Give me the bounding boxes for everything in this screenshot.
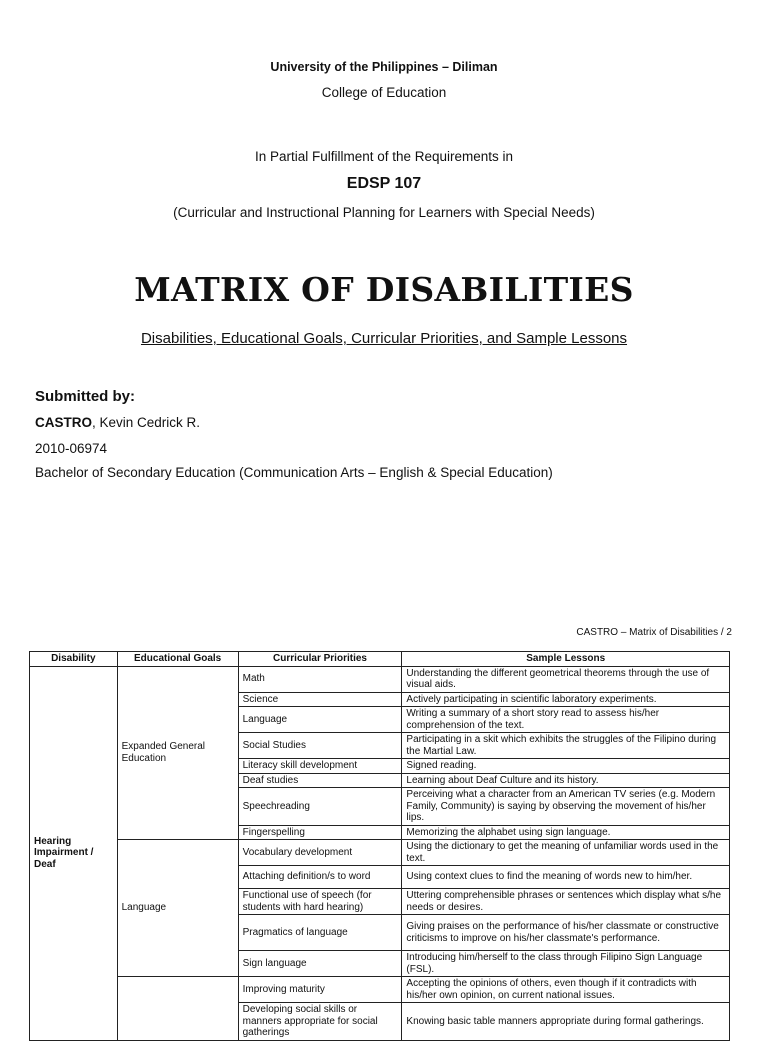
table-row [30, 977, 730, 1003]
curricular-priority-cell: Speechreading [238, 788, 402, 826]
author-name [35, 415, 200, 430]
curricular-priority-cell: Deaf studies [238, 773, 402, 788]
curricular-priority-cell: Social Studies [238, 733, 402, 759]
page-header: CASTRO – Matrix of Disabilities / 2 [576, 627, 732, 638]
column-header: Curricular Priorities [238, 652, 402, 667]
table-row [30, 666, 730, 692]
table-row [30, 840, 730, 866]
sample-lesson-cell: Signed reading. [402, 759, 730, 774]
curricular-priority-cell: Vocabulary development [238, 840, 402, 866]
curricular-priority-cell: Language [238, 707, 402, 733]
curricular-priority-cell: Literacy skill development [238, 759, 402, 774]
sample-lesson-cell: Knowing basic table manners appropriate during formal gatherings. [402, 1003, 730, 1041]
educational-goal-cell: Language [117, 840, 238, 977]
author-first-name: , Kevin Cedrick R. [92, 415, 201, 430]
sample-lesson-cell: Uttering comprehensible phrases or sentences which display what s/he needs or desires. [402, 889, 730, 915]
sample-lesson-cell: Accepting the opinions of others, even though if it contradicts with his/her own opinion, on current national issues. [402, 977, 730, 1003]
disability-cell: Hearing Impairment / Deaf [30, 666, 118, 1040]
document-subtitle: Disabilities, Educational Goals, Curricular Priorities, and Sample Lessons [140, 330, 628, 347]
author-last-name: CASTRO [35, 415, 92, 430]
sample-lesson-cell: Using context clues to find the meaning of words new to him/her. [402, 866, 730, 889]
college-name: College of Education [321, 85, 447, 100]
curricular-priority-cell: Functional use of speech (for students with hard hearing) [238, 889, 402, 915]
column-header: Sample Lessons [402, 652, 730, 667]
curricular-priority-cell: Pragmatics of language [238, 915, 402, 951]
fulfillment-text: In Partial Fulfillment of the Requirements in [254, 149, 514, 164]
column-header: Educational Goals [117, 652, 238, 667]
sample-lesson-cell: Perceiving what a character from an American TV series (e.g. Modern Family, Community) is saying by observing the movement of his/her lips. [402, 788, 730, 826]
curricular-priority-cell: Improving maturity [238, 977, 402, 1003]
sample-lesson-cell: Memorizing the alphabet using sign language. [402, 825, 730, 840]
curricular-priority-cell: Science [238, 692, 402, 707]
university-name: University of the Philippines – Diliman [270, 60, 498, 74]
matrix-table [29, 651, 730, 1041]
sample-lesson-cell: Participating in a skit which exhibits the struggles of the Filipino during the Martial Law. [402, 733, 730, 759]
sample-lesson-cell: Understanding the different geometrical theorems through the use of visual aids. [402, 666, 730, 692]
curricular-priority-cell: Sign language [238, 951, 402, 977]
table-header-row [30, 652, 730, 667]
course-code: EDSP 107 [346, 175, 422, 192]
sample-lesson-cell: Writing a summary of a short story read to assess his/her comprehension of the text. [402, 707, 730, 733]
curricular-priority-cell: Fingerspelling [238, 825, 402, 840]
sample-lesson-cell: Using the dictionary to get the meaning of unfamiliar words used in the text. [402, 840, 730, 866]
table-body [30, 666, 730, 1040]
sample-lesson-cell: Actively participating in scientific laboratory experiments. [402, 692, 730, 707]
course-title: (Curricular and Instructional Planning for Learners with Special Needs) [173, 205, 595, 220]
sample-lesson-cell: Giving praises on the performance of his/her classmate or constructive criticisms to improve on his/her classmate's performance. [402, 915, 730, 951]
document-title: MATRIX OF DISABILITIES [134, 270, 634, 309]
curricular-priority-cell: Math [238, 666, 402, 692]
student-number: 2010-06974 [35, 441, 108, 456]
curricular-priority-cell: Developing social skills or manners appropriate for social gatherings [238, 1003, 402, 1041]
sample-lesson-cell: Learning about Deaf Culture and its history. [402, 773, 730, 788]
educational-goal-cell: Expanded General Education [117, 666, 238, 840]
curricular-priority-cell: Attaching definition/s to word [238, 866, 402, 889]
disability-matrix [29, 651, 730, 1041]
submitted-label: Submitted by: [35, 388, 135, 405]
educational-goal-cell [117, 977, 238, 1041]
sample-lesson-cell: Introducing him/herself to the class through Filipino Sign Language (FSL). [402, 951, 730, 977]
column-header: Disability [30, 652, 118, 667]
degree-program: Bachelor of Secondary Education (Communication Arts – English & Special Education) [35, 465, 553, 480]
